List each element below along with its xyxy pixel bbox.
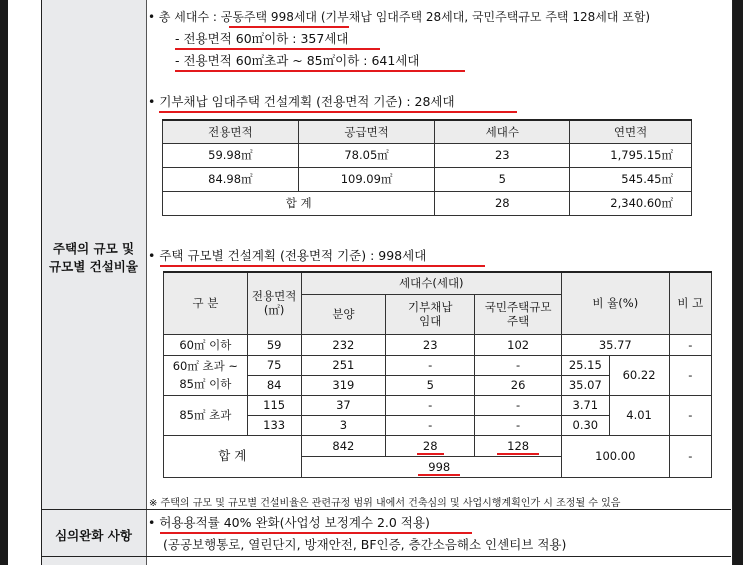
header-national: 국민주택규모 주택	[475, 294, 562, 334]
table-cell: 37	[301, 395, 386, 415]
table-cell: 5	[386, 375, 475, 395]
table-cell: -	[386, 395, 475, 415]
table-cell: -	[475, 355, 562, 375]
table-row-total	[163, 191, 692, 215]
underline	[175, 70, 465, 72]
total-label: 합 계	[163, 191, 435, 215]
underline	[159, 111, 517, 113]
table-cell: 115	[247, 395, 301, 415]
table-cell: 232	[301, 334, 386, 355]
total-label: 합 계	[164, 435, 302, 477]
table-cell: 4.01	[609, 395, 669, 435]
underline	[229, 26, 349, 28]
table-cell: -	[669, 395, 711, 435]
section-label-housing-scale-line1: 주택의 규모 및	[52, 241, 135, 256]
header-sale: 분양	[301, 294, 386, 334]
table-cell: 78.05㎡	[298, 143, 435, 167]
table-cell: 28	[386, 435, 475, 456]
table-cell: 133	[247, 415, 301, 435]
header-ratio: 비 율(%)	[562, 272, 670, 334]
table-row	[163, 143, 692, 167]
donated-rental-table	[162, 119, 692, 216]
header-category: 구 분	[164, 272, 248, 334]
table-cell: -	[669, 435, 711, 477]
underline	[160, 532, 472, 534]
header-cell: 세대수	[435, 120, 570, 143]
table-cell: 319	[301, 375, 386, 395]
table-cell: -	[475, 415, 562, 435]
table-cell: 28	[435, 191, 570, 215]
table-cell: -	[669, 334, 711, 355]
table-cell: 3	[301, 415, 386, 435]
table-cell: 842	[301, 435, 386, 456]
table-cell: 25.15	[562, 355, 610, 375]
table-row	[163, 167, 692, 191]
document-page	[8, 0, 733, 565]
relief-line2: (공공보행통로, 열린단지, 방재안전, BF인증, 층간소음해소 인센티브 적용)	[163, 537, 567, 552]
table-cell: 59.98㎡	[163, 143, 299, 167]
header-remark: 비 고	[669, 272, 711, 334]
table-cell: 23	[435, 143, 570, 167]
header-cell: 연면적	[570, 120, 692, 143]
section-label-housing-scale-line2: 규모별 건설비율	[49, 259, 138, 274]
underline	[175, 48, 380, 50]
row-label: 60㎡ 초과 ~ 85㎡ 이하	[164, 355, 248, 395]
table-cell: 35.77	[562, 334, 670, 355]
section-divider-bottom	[41, 556, 731, 557]
donated-rental-heading: • 기부채납 임대주택 건설계획 (전용면적 기준) : 28세대	[148, 94, 455, 109]
table-cell: 5	[435, 167, 570, 191]
footnote: ※ 주택의 규모 및 규모별 건설비율은 관련규정 범위 내에서 건축심의 및 사업시행계획인가 시 조정될 수 있음	[149, 498, 621, 509]
relief-line1: • 허용용적률 40% 완화(사업성 보정계수 2.0 적용)	[148, 515, 430, 530]
header-cell: 전용면적	[163, 120, 299, 143]
table-cell: 102	[475, 334, 562, 355]
table-cell: 1,795.15㎡	[570, 143, 692, 167]
area-under-60-line: - 전용면적 60㎡이하 : 357세대	[175, 31, 349, 46]
table-cell: 59	[247, 334, 301, 355]
header-area: 전용면적 (㎡)	[247, 272, 301, 334]
row-label: 60㎡ 이하	[164, 334, 248, 355]
table-row-total	[164, 435, 712, 456]
table-cell: 26	[475, 375, 562, 395]
table-cell: -	[386, 355, 475, 375]
table-cell: 100.00	[562, 435, 670, 477]
underline	[160, 265, 485, 267]
table-row	[164, 334, 712, 355]
section-label-review-relief: 심의완화 사항	[55, 528, 132, 543]
table-cell: 545.45㎡	[570, 167, 692, 191]
table-cell: -	[475, 395, 562, 415]
table-row	[164, 355, 712, 375]
table-cell: 84.98㎡	[163, 167, 299, 191]
section-divider	[41, 509, 731, 510]
total-units-line: • 총 세대수 : 공동주택 998세대 (기부채납 임대주택 28세대, 국민주택규모 주택 128세대 포함)	[148, 10, 651, 24]
table-cell: 109.09㎡	[298, 167, 435, 191]
table-cell: 128	[475, 435, 562, 456]
table-cell: 2,340.60㎡	[570, 191, 692, 215]
area-60-85-line: - 전용면적 60㎡초과 ~ 85㎡이하 : 641세대	[175, 53, 420, 68]
table-cell: 60.22	[609, 355, 669, 395]
table-cell: 75	[247, 355, 301, 375]
header-units: 세대수(세대)	[301, 272, 562, 294]
table-cell: 35.07	[562, 375, 610, 395]
table-cell: -	[669, 355, 711, 395]
header-cell: 공급면적	[298, 120, 435, 143]
table-cell: 84	[247, 375, 301, 395]
header-donated: 기부채납 임대	[386, 294, 475, 334]
housing-plan-table	[163, 271, 712, 478]
row-label: 85㎡ 초과	[164, 395, 248, 435]
table-cell: -	[386, 415, 475, 435]
table-cell: 251	[301, 355, 386, 375]
table-cell: 3.71	[562, 395, 610, 415]
table-row	[164, 395, 712, 415]
table-cell: 23	[386, 334, 475, 355]
housing-plan-heading: • 주택 규모별 건설계획 (전용면적 기준) : 998세대	[148, 248, 427, 263]
table-cell: 0.30	[562, 415, 610, 435]
grand-total-cell: 998	[301, 456, 562, 477]
